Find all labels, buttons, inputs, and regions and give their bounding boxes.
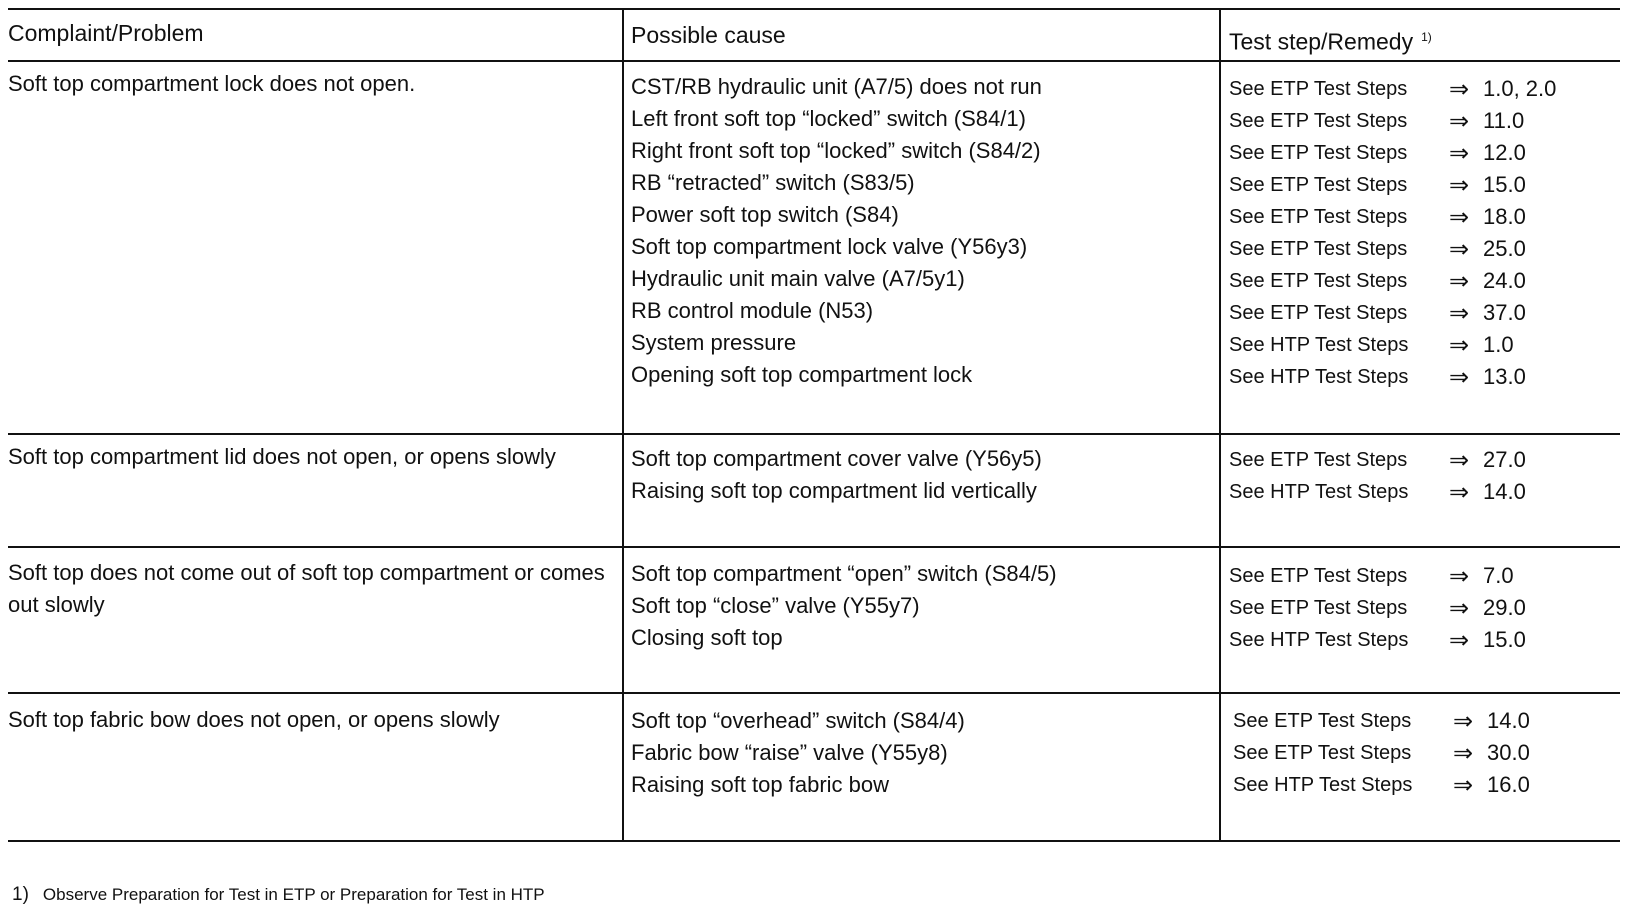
cause-item: RB “retracted” switch (S83/5) [631,170,915,195]
header-complaint: Complaint/Problem [8,20,204,46]
test-step-list [1229,444,1526,508]
test-step-label: See ETP Test Steps [1229,596,1408,619]
arrow-icon: ⇒ [1449,203,1470,231]
cause-item: Opening soft top compartment lock [631,362,973,387]
arrow-icon: ⇒ [1449,75,1470,103]
arrow-icon: ⇒ [1453,739,1474,767]
test-step-number: 24.0 [1483,268,1526,293]
test-step-label: See ETP Test Steps [1229,77,1408,100]
footnote-number: 1) [12,884,29,905]
cause-list [631,443,1042,507]
cause-item: Power soft top switch (S84) [631,202,899,227]
test-step-number: 15.0 [1483,627,1526,652]
arrow-icon: ⇒ [1449,267,1470,295]
test-step [1233,769,1530,801]
arrow-icon: ⇒ [1449,562,1470,590]
complaint-text: Soft top does not come out of soft top compartment or comes [8,560,605,585]
cause-item: Soft top compartment cover valve (Y56y5) [631,446,1042,471]
cause-item: RB control module (N53) [631,298,874,323]
test-step [1229,624,1526,656]
cause-item: Raising soft top fabric bow [631,772,890,797]
cause-item: Soft top “close” valve (Y55y7) [631,593,920,618]
arrow-icon: ⇒ [1449,139,1470,167]
test-step-label: See ETP Test Steps [1233,709,1412,732]
test-step-label: See HTP Test Steps [1229,365,1409,388]
test-step [1229,329,1556,361]
test-step [1229,233,1556,265]
test-step-number: 25.0 [1483,236,1526,261]
test-step-label: See HTP Test Steps [1229,480,1409,503]
cause-item: Raising soft top compartment lid vertically [631,478,1037,503]
row-divider [8,546,1620,548]
column-divider [622,8,624,841]
arrow-icon: ⇒ [1449,107,1470,135]
cause-item: Soft top compartment lock valve (Y56y3) [631,234,1028,259]
test-step-number: 14.0 [1483,479,1526,504]
arrow-icon: ⇒ [1453,771,1474,799]
test-step-number: 13.0 [1483,364,1526,389]
test-step-label: See HTP Test Steps [1229,333,1409,356]
arrow-icon: ⇒ [1449,478,1470,506]
complaint-cell [8,704,500,736]
arrow-icon: ⇒ [1449,626,1470,654]
test-step-number: 15.0 [1483,172,1526,197]
cause-item: Soft top compartment “open” switch (S84/5) [631,561,1057,586]
test-step-label: See ETP Test Steps [1229,301,1408,324]
arrow-icon: ⇒ [1449,235,1470,263]
table-bottom-rule [8,840,1620,842]
complaint-cell [8,68,415,100]
row-divider [8,433,1620,435]
test-step-number: 27.0 [1483,447,1526,472]
test-step-label: See ETP Test Steps [1229,109,1408,132]
test-step [1233,705,1530,737]
test-step-label: See HTP Test Steps [1233,773,1413,796]
complaint-text: Soft top compartment lock does not open. [8,71,416,96]
cause-item: Soft top “overhead” switch (S84/4) [631,708,965,733]
cause-item: Closing soft top [631,625,783,650]
test-step-number: 18.0 [1483,204,1526,229]
cause-item: Hydraulic unit main valve (A7/5y1) [631,266,965,291]
arrow-icon: ⇒ [1449,363,1470,391]
arrow-icon: ⇒ [1449,331,1470,359]
test-step-number: 12.0 [1483,140,1526,165]
table-top-rule [8,8,1620,10]
row-divider [8,692,1620,694]
test-step [1229,297,1556,329]
test-step [1229,265,1556,297]
test-step [1229,361,1556,393]
cause-list [631,558,1057,654]
complaint-text: Soft top compartment lid does not open, or opens slowly [8,444,556,469]
arrow-icon: ⇒ [1449,171,1470,199]
test-step-number: 14.0 [1487,708,1530,733]
test-step-list [1229,73,1556,393]
test-step [1229,476,1526,508]
test-step [1229,560,1526,592]
test-step [1229,137,1556,169]
cause-item: CST/RB hydraulic unit (A7/5) does not run [631,74,1042,99]
footnote [12,884,545,906]
test-step [1229,444,1526,476]
test-step-list [1229,560,1526,656]
test-step-number: 30.0 [1487,740,1530,765]
test-step-list [1233,705,1530,801]
cause-item: Right front soft top “locked” switch (S84/2) [631,138,1041,163]
arrow-icon: ⇒ [1449,446,1470,474]
test-step-number: 1.0 [1483,332,1514,357]
arrow-icon: ⇒ [1449,299,1470,327]
arrow-icon: ⇒ [1453,707,1474,735]
test-step-number: 7.0 [1483,563,1514,588]
test-step [1229,105,1556,137]
test-step-label: See ETP Test Steps [1229,269,1408,292]
cause-item: Fabric bow “raise” valve (Y55y8) [631,740,948,765]
column-divider [1219,8,1221,841]
test-step [1229,592,1526,624]
cause-list [631,705,965,801]
test-step-label: See ETP Test Steps [1229,205,1408,228]
header-divider [8,60,1620,62]
test-step-number: 16.0 [1487,772,1530,797]
header-test-step-label: Test step/Remedy [1229,28,1414,55]
test-step [1229,201,1556,233]
complaint-cell [8,441,556,473]
complaint-text: out slowly [8,592,105,617]
test-step-label: See ETP Test Steps [1233,741,1412,764]
cause-list [631,71,1042,391]
test-step [1233,737,1530,769]
test-step-label: See ETP Test Steps [1229,564,1408,587]
test-step-label: See HTP Test Steps [1229,628,1409,651]
footnote-text: Observe Preparation for Test in ETP or Preparation for Test in HTP [42,885,545,904]
header-test-step [1229,21,1432,58]
test-step-number: 1.0, 2.0 [1483,76,1557,101]
test-step-number: 37.0 [1483,300,1526,325]
test-step [1229,73,1556,105]
test-step-number: 29.0 [1483,595,1526,620]
test-step-label: See ETP Test Steps [1229,173,1408,196]
footnote-marker: 1) [1421,30,1432,44]
cause-item: System pressure [631,330,797,355]
test-step [1229,169,1556,201]
test-step-number: 11.0 [1483,108,1525,133]
cause-item: Left front soft top “locked” switch (S84/1) [631,106,1026,131]
test-step-label: See ETP Test Steps [1229,448,1408,471]
test-step-label: See ETP Test Steps [1229,237,1408,260]
test-step-label: See ETP Test Steps [1229,141,1408,164]
complaint-text: Soft top fabric bow does not open, or opens slowly [8,707,500,732]
header-possible-cause: Possible cause [631,22,786,48]
arrow-icon: ⇒ [1449,594,1470,622]
complaint-cell [8,557,605,621]
